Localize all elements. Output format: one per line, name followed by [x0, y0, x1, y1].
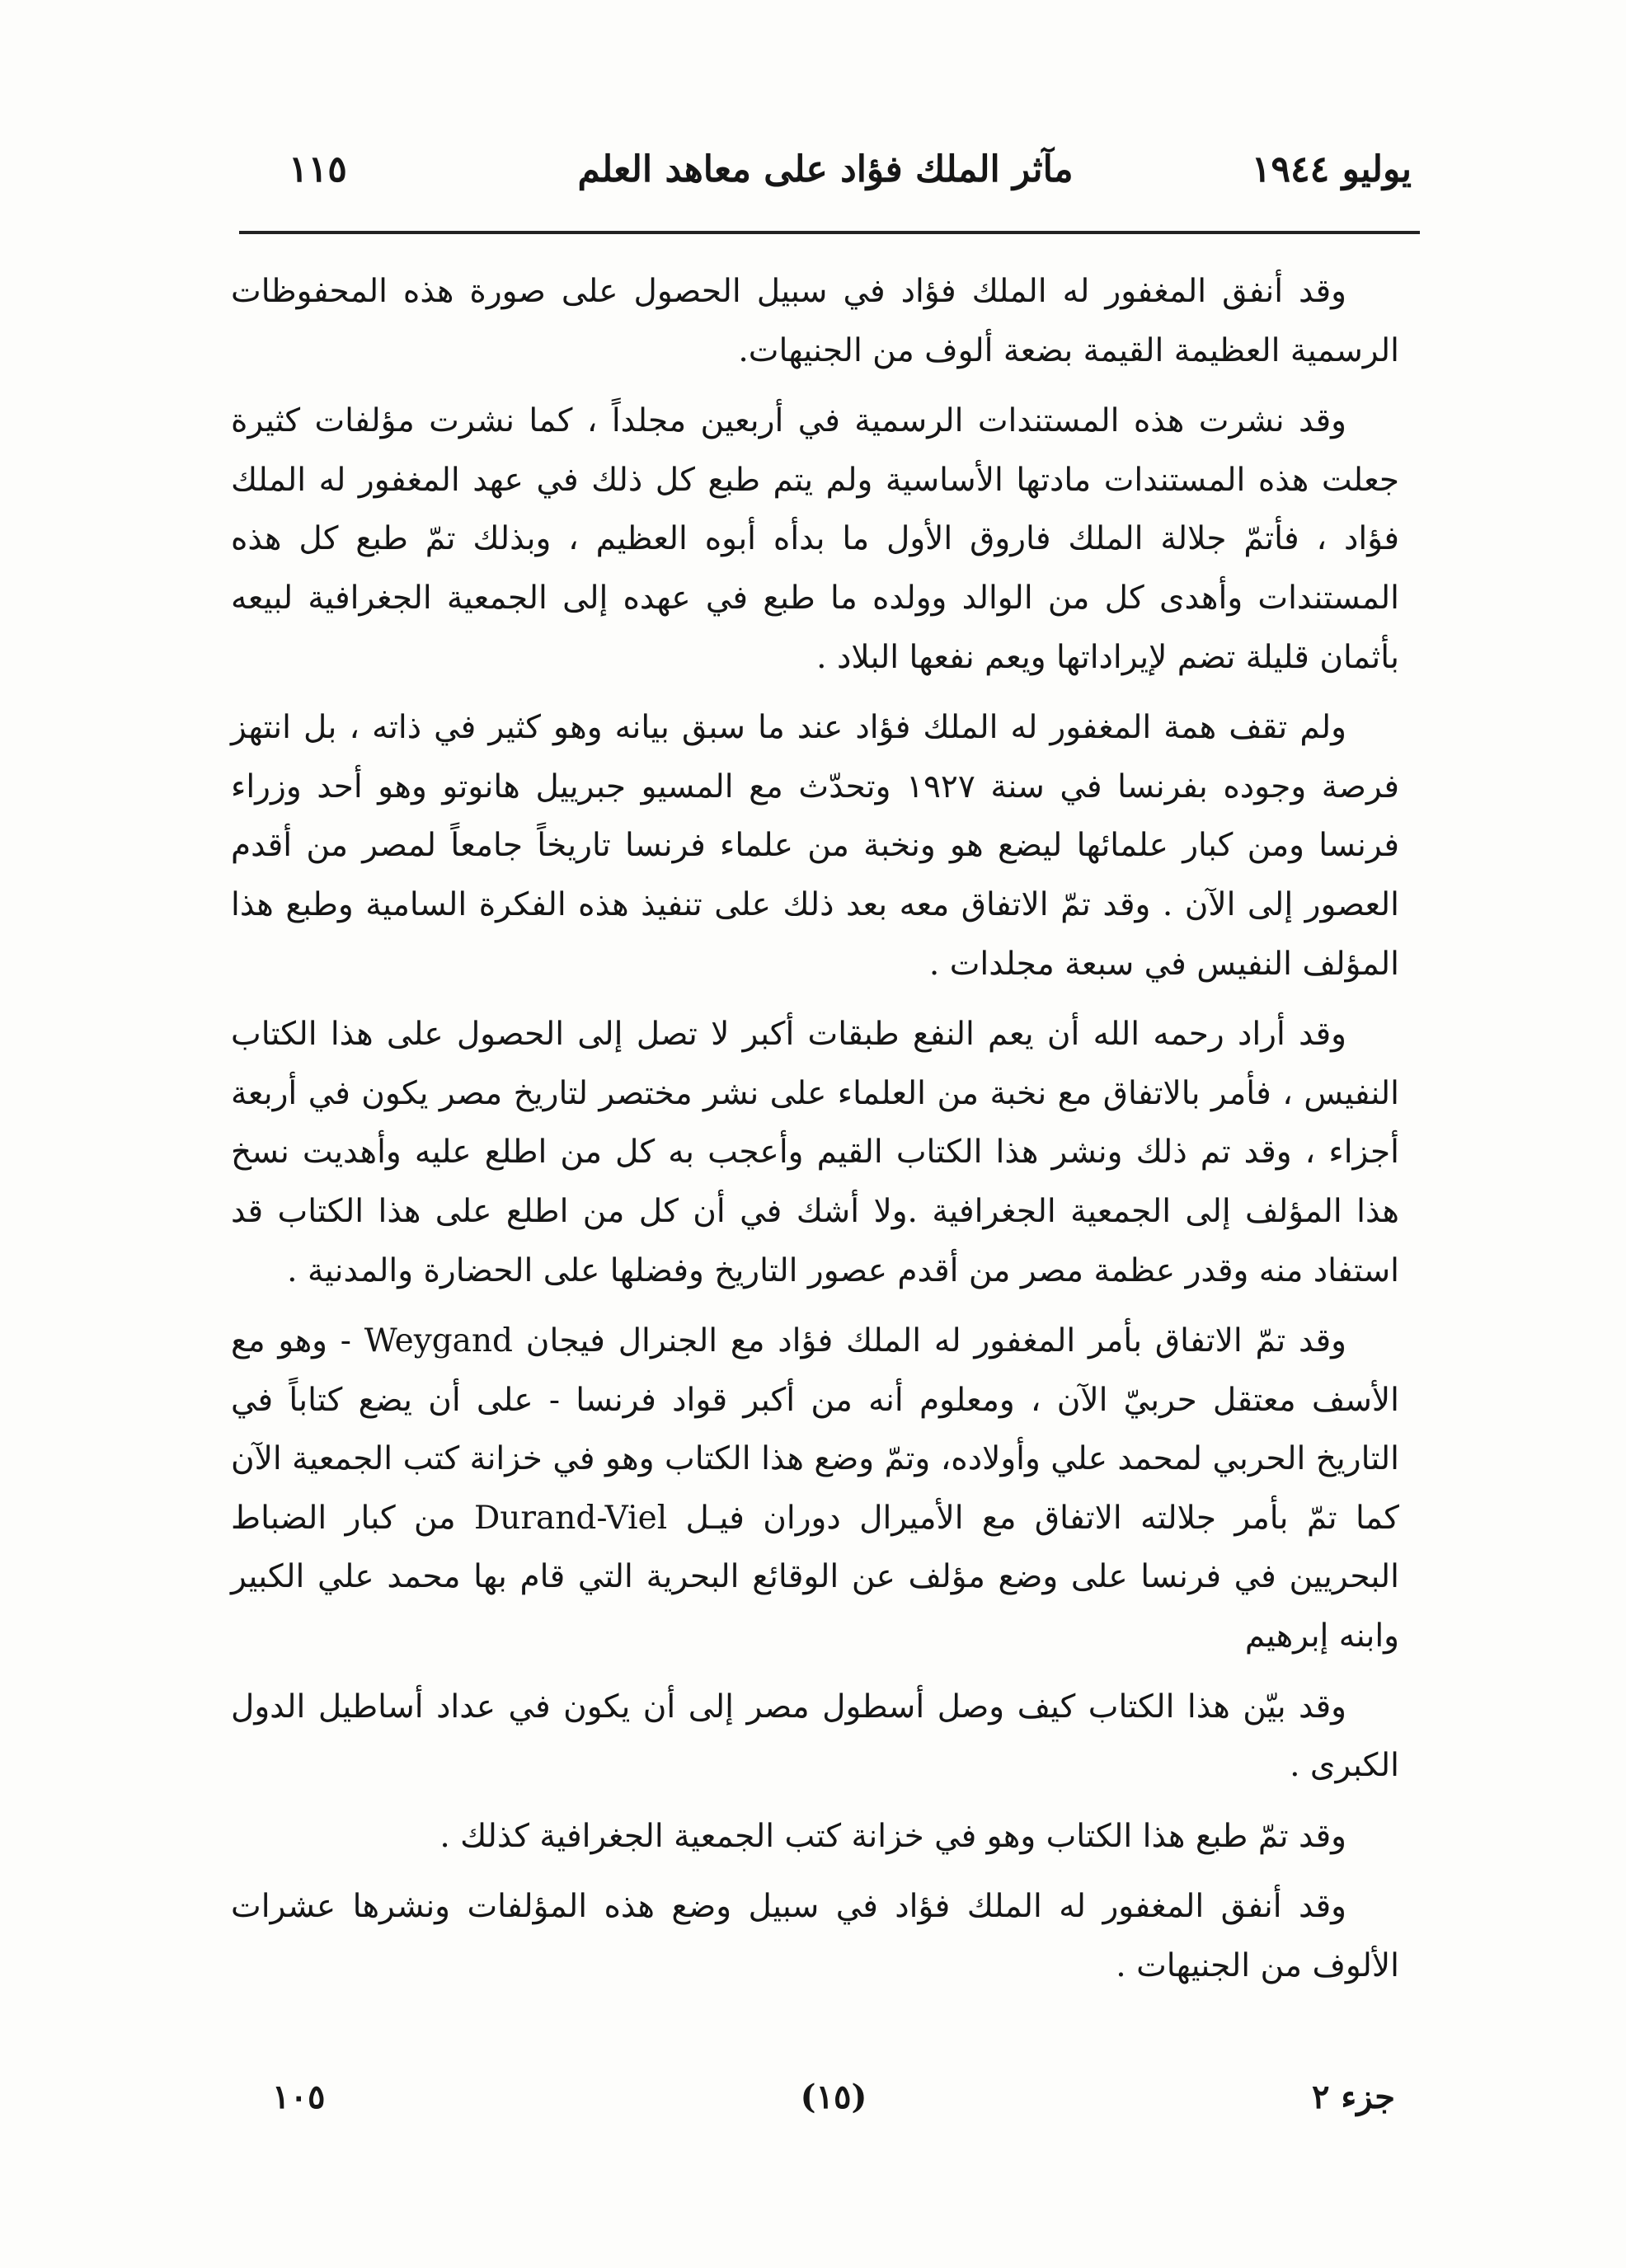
paragraph-6: وقد بيّن هذا الكتاب كيف وصل أسطول مصر إلى أن يكون في عداد أساطيل الدول الكبرى .	[231, 1688, 1399, 1785]
paragraph-1: وقد أنفق المغفور له الملك فؤاد في سبيل الحصول على صورة هذه المحفوظات الرسمية العظيمة القيمة بضعة ألوف من الجنيهات.	[231, 273, 1399, 369]
running-title: مآثر الملك فؤاد على معاهد العلم	[577, 148, 1074, 190]
volume-page-number: ١٠٥	[272, 2078, 326, 2116]
issue-date: يوليو ١٩٤٤	[1251, 148, 1412, 190]
paragraph-4: وقد أراد رحمه الله أن يعم النفع طبقات أكبر لا تصل إلى الحصول على هذا الكتاب النفيس ، فأمر بالاتفاق مع نخبة من العلماء على نشر مختصر لتاريخ مصر يكون في أربعة أجزاء ، وقد تم ذلك ونشر هذا الكتاب القيم وأعجب به كل من اطلع عليه وأهديت نسخ هذا المؤلف إلى الجمعية الجغرافية .ولا أشك في أن كل من اطلع على هذا الكتاب قد استفاد منه وقدر عظمة مصر من أقدم عصور التاريخ وفضلها على الحضارة والمدنية .	[231, 1016, 1399, 1289]
paragraph-2: وقد نشرت هذه المستندات الرسمية في أربعين مجلداً ، كما نشرت مؤلفات كثيرة جعلت هذه المستندات مادتها الأساسية ولم يتم طبع كل ذلك في عهد المغفور له الملك فؤاد ، فأتمّ جلالة الملك فاروق الأول ما بدأه أبوه العظيم ، وبذلك تمّ طبع كل هذه المستندات وأهدى كل من الوالد وولده ما طبع في عهده إلى الجمعية الجغرافية لبيعه بأثمان قليلة تضم لإيراداتها ويعم نفعها البلاد .	[231, 402, 1399, 676]
paragraph-5: وقد تمّ الاتفاق بأمر المغفور له الملك فؤاد مع الجنرال فيجان Weygand - وهو مع الأسف معتقل حربيّ الآن ، ومعلوم أنه من أكبر قواد فرنسا - على أن يضع كتاباً في التاريخ الحربي لمحمد علي وأولاده، وتمّ وضع هذا الكتاب وهو في خزانة كتب الجمعية الآن كما تمّ بأمر جلالته الاتفاق مع الأميرال دوران فيـل Durand-Viel من كبار الضباط البحريين في فرنسا على وضع مؤلف عن الوقائع البحرية التي قام بها محمد علي الكبير وابنه إبرهيم	[231, 1322, 1399, 1655]
header-rule	[239, 231, 1420, 234]
article-body	[231, 262, 1399, 2007]
paragraph-3: ولم تقف همة المغفور له الملك فؤاد عند ما سبق بيانه وهو كثير في ذاته ، بل انتهز فرصة وجوده بفرنسا في سنة ١٩٢٧ وتحدّث مع المسيو جبرييل هانوتو وهو أحد وزراء فرنسا ومن كبار علمائها ليضع هو ونخبة من علماء فرنسا تاريخاً جامعاً لمصر من أقدم العصور إلى الآن . وقد تمّ الاتفاق معه بعد ذلك على تنفيذ هذه الفكرة السامية وطبع هذا المؤلف النفيس في سبعة مجلدات .	[231, 709, 1399, 983]
sheet-number: (١٥)	[800, 2078, 867, 2116]
paragraph-8: وقد أنفق المغفور له الملك فؤاد في سبيل وضع هذه المؤلفات ونشرها عشرات الألوف من الجنيهات .	[231, 1888, 1399, 1985]
running-header	[239, 140, 1412, 206]
page-number: ١١٥	[289, 148, 347, 190]
paragraph-7: وقد تمّ طبع هذا الكتاب وهو في خزانة كتب الجمعية الجغرافية كذلك .	[439, 1817, 1346, 1855]
page-footer	[272, 2078, 1395, 2135]
part-label: جزء ٢	[1311, 2078, 1395, 2116]
